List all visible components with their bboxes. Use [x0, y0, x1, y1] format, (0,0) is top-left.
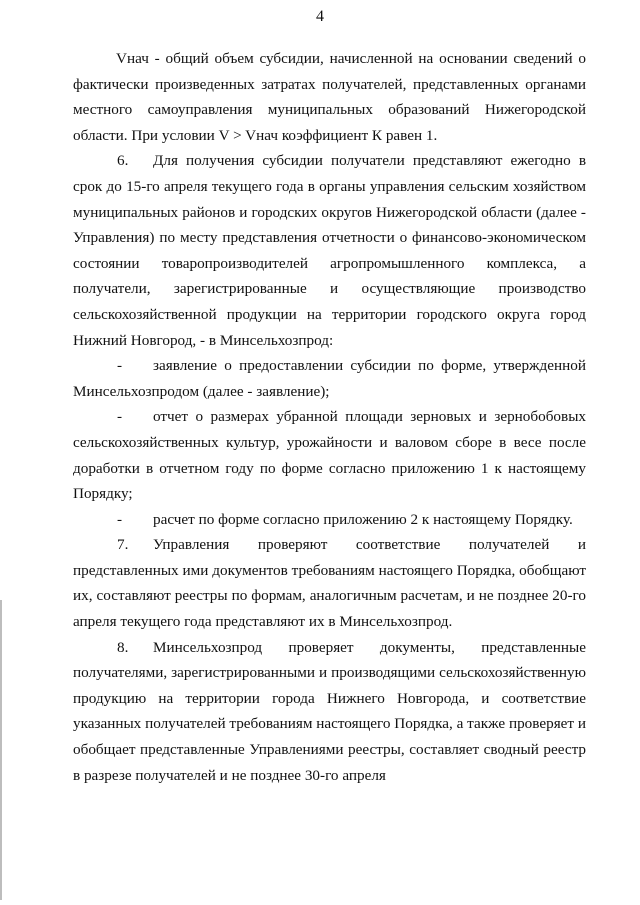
list-dash: - [117, 357, 123, 375]
page-number: 4 [316, 8, 324, 25]
item-number: 6. [117, 152, 129, 170]
list-item-calculation [73, 507, 586, 533]
list-item-text: заявление о предоставлении субсидии по форме, утвержденной Минсельхозпродом (далее - заявление); [73, 357, 586, 400]
list-item-report [73, 404, 586, 506]
item-number: 7. [117, 536, 129, 554]
item-text: Управления проверяют соответствие получателей и представленных ими документов требованиям настоящего Порядка, обобщают их, составляют реестры по формам, аналогичным расчетам, и не позднее 20-го апреля текущего года представляют их в Минсельхозпрод. [73, 536, 586, 631]
list-dash: - [117, 408, 123, 426]
list-item-text: отчет о размерах убранной площади зерновых и зернобобовых сельскохозяйственных культур, урожайности и валовом сборе в весе после доработки в отчетном году по форме согласно приложению 1 к настоящему Порядку; [73, 408, 586, 503]
item-text: Для получения субсидии получатели представляют ежегодно в срок до 15-го апреля текущего года в органы управления сельским хозяйством муниципальных районов и городских округов Нижегородской области (далее - Управления) по месту представления отчетности о финансово-экономическом состоянии товаропроизводителей агропромышленного комплекса, а получатели, зарегистрированные и осуществляющие производство сельскохозяйственной продукции на территории городского округа город Нижний Новгород, - в Минсельхозпрод: [73, 152, 586, 349]
paragraph-subsidy-volume: Vнач - общий объем субсидии, начисленной на основании сведений о фактически произведенных затратах получателей, представленных органами местного самоуправления муниципальных образований Нижегородской области. При условии V > Vнач коэффициент К равен 1. [73, 50, 586, 144]
scan-edge-mark [0, 600, 2, 900]
list-dash: - [117, 510, 123, 528]
paragraph-item-6 [73, 148, 586, 353]
item-number: 8. [117, 638, 129, 656]
item-text: Минсельхозпрод проверяет документы, представленные получателями, зарегистрированными и производящими сельскохозяйственную продукцию на территории города Нижнего Новгорода, и соответствие указанных получателей требованиям настоящего Порядка, а также проверяет и обобщает представленные Управлениями реестры, составляет сводный реестр в разрезе получателей и не позднее 30-го апреля [73, 638, 586, 784]
paragraph-item-8 [73, 635, 586, 789]
list-item-text: расчет по форме согласно приложению 2 к настоящему Порядку. [153, 510, 573, 528]
document-body [73, 46, 586, 788]
paragraph-item-7 [73, 532, 586, 634]
list-item-application [73, 353, 586, 404]
